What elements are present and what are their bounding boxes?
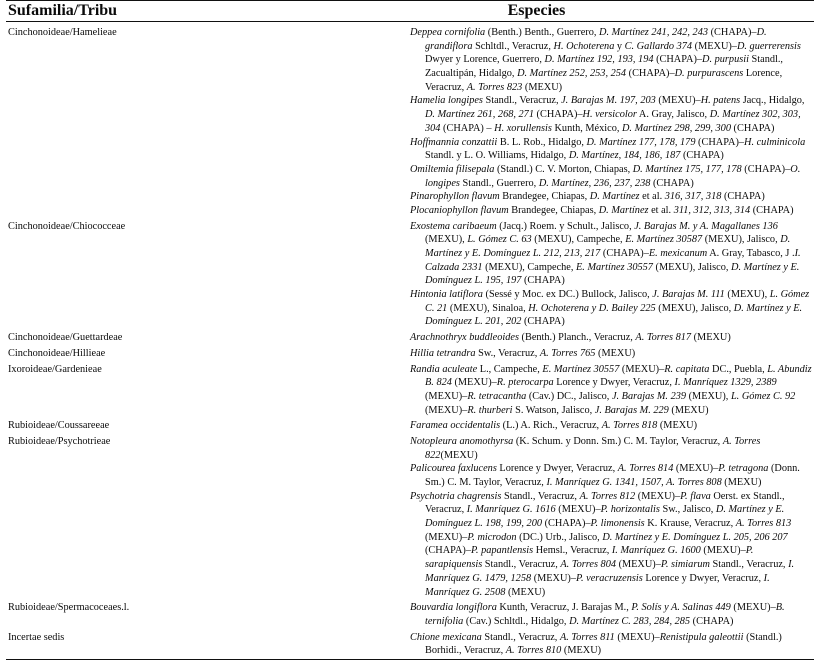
table-row [6, 630, 814, 660]
table-body [6, 25, 814, 659]
specimen-table [6, 0, 814, 660]
cell-species-list [410, 362, 814, 419]
cell-subfamily-tribe: Rubioideae/Psychotrieae [8, 435, 111, 447]
cell-subfamily-tribe: Cinchonoideae/Hamelieae [8, 27, 117, 38]
cell-subfamily-tribe: Incertae sedis [8, 631, 65, 643]
table-row [6, 219, 814, 331]
cell-species-list [410, 25, 814, 219]
species-entry: Chione mexicana Standl., Veracruz, A. Torres 811 (MEXU)–Renistipula galeottii (Standl.) Borhidi., Veracruz, A. Torres 810 (MEXU) [410, 631, 782, 657]
table-row [6, 600, 814, 629]
species-entry: Pinarophyllon flavum Brandegee, Chiapas, D. Martínez et al. 316, 317, 318 (CHAPA) [410, 191, 765, 203]
table-row [6, 25, 814, 219]
species-entry: Notopleura anomothyrsa (K. Schum. y Donn. Sm.) C. M. Taylor, Veracruz, A. Torres 822(MEXU) [410, 435, 761, 461]
cell-species-list [410, 418, 814, 434]
cell-species-list [410, 219, 814, 331]
species-entry: Hoffmannia conzattii B. L. Rob., Hidalgo, D. Martínez 177, 178, 179 (CHAPA)–H. culminicola Standl. y L. O. Williams, Hidalgo, D. Martínez, 184, 186, 187 (CHAPA) [410, 136, 806, 162]
cell-subfamily-tribe: Rubioideae/Spermacoceaes.l. [8, 602, 130, 614]
cell-subfamily-tribe: Cinchonoideae/Guettardeae [8, 332, 123, 344]
species-entry: Hillia tetrandra Sw., Veracruz, A. Torres 765 (MEXU) [410, 347, 636, 359]
species-entry: Faramea occidentalis (L.) A. Rich., Veracruz, A. Torres 818 (MEXU) [410, 420, 698, 432]
cell-species-list [410, 600, 814, 629]
species-entry: Bouvardia longiflora Kunth, Veracruz, J. Barajas M., P. Solís y A. Salinas 449 (MEXU)–B. ternifolia (Cav.) Schltdl., Hidalgo, D. Martínez C. 283, 284, 285 (CHAPA) [410, 602, 785, 627]
cell-species-list [410, 630, 814, 660]
table-row [6, 362, 814, 419]
cell-subfamily-tribe: Rubioideae/Coussareeae [8, 420, 110, 432]
species-entry: Psychotria chagrensis Standl., Veracruz, A. Torres 812 (MEXU)–P. flava Oerst. ex Standl., Veracruz, I. Manríquez G. 1616 (MEXU)–P. horizontalis Sw., Jalisco, D. Martínez y E. Domínguez L. 198, 199, 200 (CHAPA)–P. limonensis K. Krause, Veracruz, A. Torres 813 (MEXU)–P. microdon (DC.) Urb., Jalisco, D. Martínez y E. Domínguez L. 205, 206 207 (CHAPA)–P. papantlensis Hemsl., Veracruz, I. Manríquez G. 1600 (MEXU)–P. sarapiquensis Standl., Veracruz, A. Torres 804 (MEXU)–P. simiarum Standl., Veracruz, I. Manríquez G. 1479, 1258 (MEXU)–P. veracruzensis Lorence y Dwyer, Veracruz, I. Manríquez G. 2508 (MEXU) [410, 490, 795, 598]
cell-species-list [410, 330, 814, 346]
species-entry: Palicourea faxlucens Lorence y Dwyer, Veracruz, A. Torres 814 (MEXU)–P. tetragona (Donn. Sm.) C. M. Taylor, Veracruz, I. Manríquez G. 1341, 1507, A. Torres 808 (MEXU) [410, 463, 800, 488]
species-entry: Plocaniophyllon flavum Brandegee, Chiapas, D. Martínez et al. 311, 312, 313, 314 (CHAPA) [410, 204, 794, 216]
cell-species-list [410, 346, 814, 362]
species-entry: Arachnothryx buddleoides (Benth.) Planch., Veracruz, A. Torres 817 (MEXU) [410, 332, 731, 344]
cell-subfamily-tribe: Cinchonoideae/Hillieae [8, 347, 106, 359]
cell-subfamily-tribe: Ixoroideae/Gardenieae [8, 363, 102, 375]
species-entry: Deppea cornifolia (Benth.) Benth., Guerrero, D. Martínez 241, 242, 243 (CHAPA)–D. grandiflora Schltdl., Veracruz, H. Ochoterena y C. Gallardo 374 (MEXU)–D. guerrerensis Dwyer y Lorence, Guerrero, D. Martínez 192, 193, 194 (CHAPA)–D. purpusii Standl., Zacualtipán, Hidalgo, D. Martínez 252, 253, 254 (CHAPA)–D. purpurascens Lorence, Veracruz, A. Torres 823 (MEXU) [410, 27, 801, 93]
cell-subfamily-tribe: Cinchonoideae/Chiococceae [8, 220, 126, 232]
column-header-subfamily-tribe: Sufamilia/Tribu [8, 2, 118, 19]
table-row [6, 346, 814, 362]
species-entry: Hintonia latiflora (Sessé y Moc. ex DC.) Bullock, Jalisco, J. Barajas M. 111 (MEXU), L. Gómez C. 21 (MEXU), Sinaloa, H. Ochoterena y D. Bailey 225 (MEXU), Jalisco, D. Martínez y E. Domínguez L. 201, 202 (CHAPA) [410, 289, 810, 328]
table-row [6, 418, 814, 434]
table-row [6, 434, 814, 600]
species-entry: Exostema caribaeum (Jacq.) Roem. y Schult., Jalisco, J. Barajas M. y A. Magallanes 136 (MEXU), L. Gómez C. 63 (MEXU), Campeche, E. Martínez 30587 (MEXU), Jalisco, D. Martínez y E. Domínguez L. 212, 213, 217 (CHAPA)–E. mexicanum A. Gray, Tabasco, J .I. Calzada 2331 (MEXU), Campeche, E. Martínez 30557 (MEXU), Jalisco, D. Martínez y E. Domínguez L. 195, 197 (CHAPA) [410, 220, 801, 287]
column-header-species [410, 1, 814, 22]
column-header-species-label: Especies [507, 2, 566, 19]
species-entry: Omiltemia filisepala (Standl.) C. V. Morton, Chiapas, D. Martínez 175, 177, 178 (CHAPA)–O. longipes Standl., Guerrero, D. Martínez, 236, 237, 238 (CHAPA) [410, 163, 801, 189]
cell-species-list [410, 434, 814, 600]
species-entry: Randia aculeate L., Campeche, E. Martínez 30557 (MEXU)–R. capitata DC., Puebla, L. Abundiz B. 824 (MEXU)–R. pterocarpa Lorence y Dwyer, Veracruz, I. Manríquez 1329, 2389 (MEXU)–R. tetracantha (Cav.) DC., Jalisco, J. Barajas M. 239 (MEXU), L. Gómez C. 92 (MEXU)–R. thurberi S. Watson, Jalisco, J. Barajas M. 229 (MEXU) [410, 363, 812, 416]
table-row [6, 330, 814, 346]
species-entry: Hamelia longipes Standl., Veracruz, J. Barajas M. 197, 203 (MEXU)–H. patens Jacq., Hidalgo, D. Martínez 261, 268, 271 (CHAPA)–H. versicolor A. Gray, Jalisco, D. Martínez 302, 303, 304 (CHAPA) – H. xorullensis Kunth, México, D. Martínez 298, 299, 300 (CHAPA) [410, 95, 805, 134]
table-header-row [6, 1, 814, 22]
